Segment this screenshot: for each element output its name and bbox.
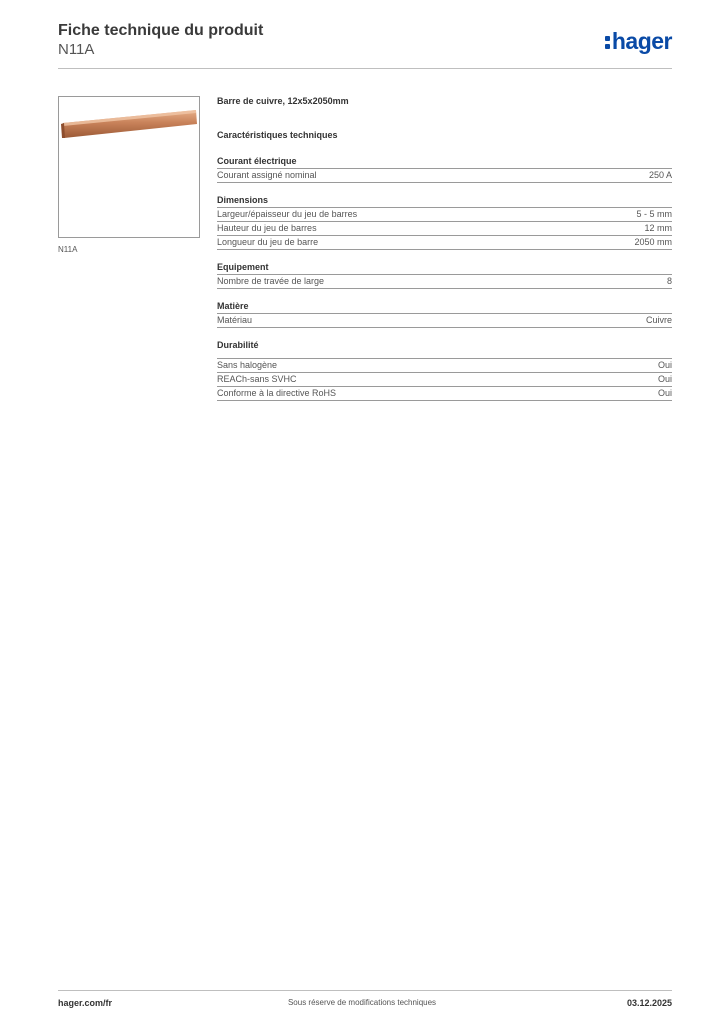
spec-label: Conforme à la directive RoHS — [217, 388, 337, 398]
spec-value: Oui — [657, 374, 672, 384]
product-description: Barre de cuivre, 12x5x2050mm — [217, 96, 349, 106]
spec-group-title: Dimensions — [217, 195, 269, 205]
spec-label: Matériau — [217, 315, 253, 325]
spec-group-title: Matière — [217, 301, 249, 311]
spec-group-title: Durabilité — [217, 340, 259, 350]
header-divider — [58, 68, 672, 69]
product-image-frame — [58, 96, 200, 238]
spec-row — [217, 313, 672, 328]
footer-note: Sous réserve de modifications techniques — [287, 998, 437, 1007]
spec-row — [217, 372, 672, 386]
specs-heading: Caractéristiques techniques — [217, 130, 338, 140]
spec-row — [217, 168, 672, 183]
spec-group-title: Courant électrique — [217, 156, 297, 166]
spec-value: 12 mm — [644, 223, 672, 233]
spec-row — [217, 358, 672, 372]
spec-label: Nombre de travée de large — [217, 276, 325, 286]
spec-row — [217, 207, 672, 221]
spec-value: 5 - 5 mm — [636, 209, 672, 219]
copper-bar-image — [59, 97, 199, 237]
spec-row — [217, 274, 672, 289]
spec-value: 250 A — [648, 170, 672, 180]
logo-dots-icon — [605, 34, 610, 50]
footer-divider — [58, 990, 672, 991]
footer-date: 03.12.2025 — [626, 998, 672, 1008]
spec-group-title: Equipement — [217, 262, 269, 272]
logo-text: hager — [611, 28, 672, 54]
spec-label: Courant assigné nominal — [217, 170, 317, 180]
spec-label: Longueur du jeu de barre — [217, 237, 319, 247]
footer-website: hager.com/fr — [58, 998, 113, 1008]
spec-value: 8 — [666, 276, 672, 286]
spec-value: Cuivre — [645, 315, 672, 325]
page-title: Fiche technique du produit — [58, 22, 264, 39]
spec-label: REACh-sans SVHC — [217, 374, 297, 384]
image-caption: N11A — [58, 245, 78, 254]
spec-label: Largeur/épaisseur du jeu de barres — [217, 209, 358, 219]
product-reference: N11A — [58, 41, 95, 58]
page-header — [58, 20, 672, 70]
spec-value: Oui — [657, 388, 672, 398]
spec-row — [217, 386, 672, 401]
spec-row — [217, 235, 672, 250]
spec-value: Oui — [657, 360, 672, 370]
hager-logo — [605, 28, 672, 55]
spec-label: Sans halogène — [217, 360, 278, 370]
spec-label: Hauteur du jeu de barres — [217, 223, 317, 233]
spec-value: 2050 mm — [634, 237, 672, 247]
spec-row — [217, 221, 672, 235]
